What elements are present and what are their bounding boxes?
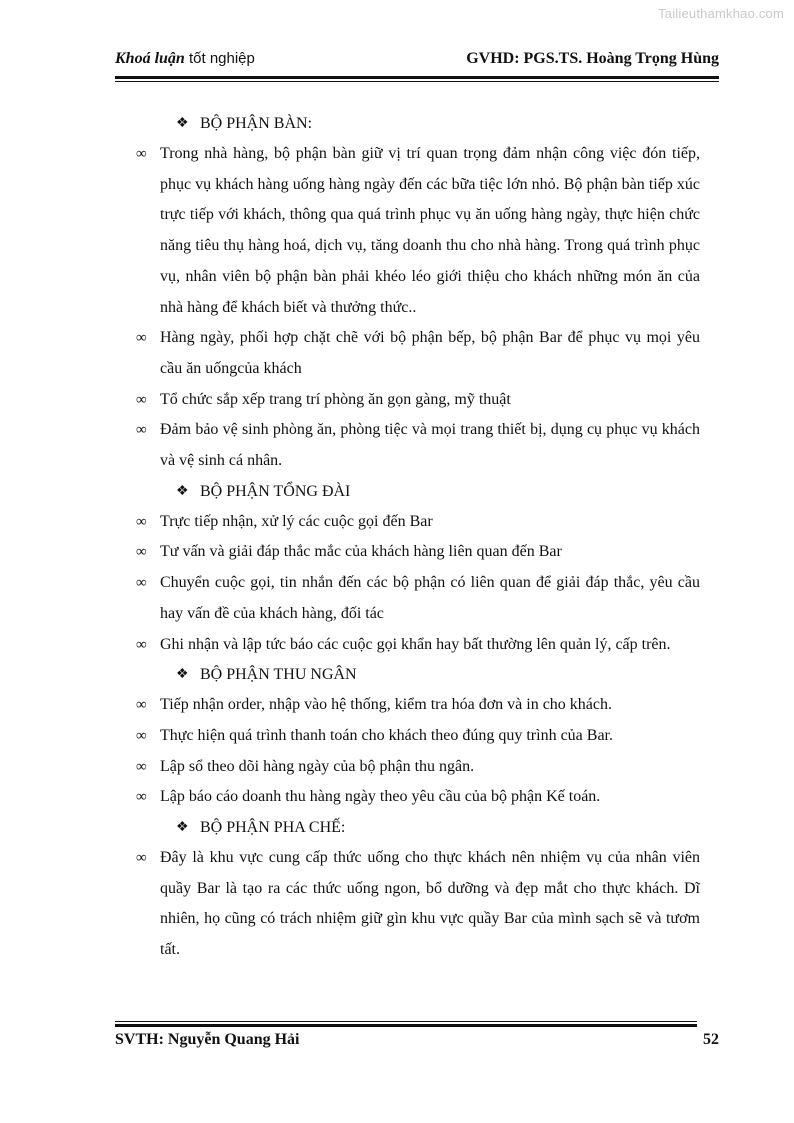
infinity-icon: ∞ (136, 636, 147, 653)
list-item (136, 139, 700, 323)
section-heading-text: BỘ PHẬN PHA CHẾ: (200, 819, 346, 837)
list-item (136, 782, 700, 813)
list-item-text: Trong nhà hàng, bộ phận bàn giữ vị trí quan trọng đảm nhận công việc đón tiếp, phục vụ khách hàng uống hàng ngày đến các bữa tiệc lớn nhỏ. Bộ phận bàn tiếp xúc trực tiếp với khách, thông qua quá trình phục vụ ăn uống hàng ngày, thực hiện chức năng tiêu thụ hàng hoá, dịch vụ, tăng doanh thu cho nhà hàng. Trong quá trình phục vụ, nhân viên bộ phận bàn phải khéo léo giới thiệu cho khách những món ăn của nhà hàng để khách biết và thưởng thức.. (160, 145, 700, 316)
list-item-text: Trực tiếp nhận, xử lý các cuộc gọi đến Bar (160, 512, 433, 530)
header-left (115, 50, 255, 68)
infinity-icon: ∞ (136, 575, 147, 592)
infinity-icon: ∞ (136, 513, 147, 530)
infinity-icon: ∞ (136, 422, 147, 439)
diamond-icon: ❖ (176, 667, 189, 683)
section-heading (136, 813, 700, 843)
page-number: 52 (703, 1031, 719, 1048)
list-item (136, 568, 700, 629)
footer-rule-thick (115, 1024, 697, 1027)
list-item-text: Tổ chức sắp xếp trang trí phòng ăn gọn gàng, mỹ thuật (160, 390, 511, 408)
header-rule-thick (115, 76, 719, 79)
infinity-icon: ∞ (136, 146, 147, 162)
infinity-icon: ∞ (136, 544, 147, 561)
infinity-icon: ∞ (136, 758, 147, 775)
header-advisor: GVHD: PGS.TS. Hoàng Trọng Hùng (466, 50, 719, 67)
page-header (115, 50, 719, 72)
section-heading (136, 660, 700, 690)
list-item (136, 721, 700, 752)
infinity-icon: ∞ (136, 850, 147, 867)
list-item (136, 630, 700, 661)
infinity-icon: ∞ (136, 697, 147, 714)
section-heading-text: BỘ PHẬN TỔNG ĐÀI (200, 482, 351, 500)
list-item-text: Chuyển cuộc gọi, tin nhắn đến các bộ phận có liên quan để giải đáp thắc, yêu cầu hay vấn đề của khách hàng, đối tác (160, 574, 700, 622)
header-rule-thin (115, 81, 719, 82)
infinity-icon: ∞ (136, 727, 147, 744)
infinity-icon: ∞ (136, 789, 147, 806)
list-item-text: Đảm bảo vệ sinh phòng ăn, phòng tiệc và mọi trang thiết bị, dụng cụ phục vụ khách và vệ sinh cá nhân. (160, 421, 700, 470)
diamond-icon: ❖ (176, 483, 189, 499)
list-item-text: Tiếp nhận order, nhập vào hệ thống, kiểm tra hóa đơn và in cho khách. (160, 696, 613, 714)
list-item-text: Tư vấn và giải đáp thắc mắc của khách hàng liên quan đến Bar (160, 543, 562, 561)
header-left-rest: tốt nghiệp (184, 50, 255, 67)
list-item (136, 385, 700, 416)
list-item-text: Ghi nhận và lập tức báo các cuộc gọi khẩn hay bất thường lên quản lý, cấp trên. (160, 635, 671, 653)
document-body (136, 109, 700, 966)
list-item-text: Thực hiện quá trình thanh toán cho khách theo đúng quy trình của Bar. (160, 726, 613, 744)
list-item (136, 415, 700, 476)
list-item-text: Đây là khu vực cung cấp thức uống cho thực khách nên nhiệm vụ của nhân viên quầy Bar là tạo ra các thức uống ngon, bổ dưỡng và đẹp mắt cho thực khách. Dĩ nhiên, họ cũng có trách nhiệm giữ gìn khu vực quầy Bar của mình sạch sẽ và tươm tất. (160, 849, 700, 959)
list-item (136, 690, 700, 721)
section-heading (136, 477, 700, 507)
diamond-icon: ❖ (176, 820, 189, 836)
watermark: Tailieuthamkhao.com (658, 6, 784, 21)
list-item (136, 843, 700, 966)
list-item-text: Lập sổ theo dõi hàng ngày của bộ phận thu ngân. (160, 757, 475, 775)
header-left-italic: Khoá luận (115, 50, 185, 67)
section-heading-text: BỘ PHẬN THU NGÂN (200, 666, 357, 684)
diamond-icon: ❖ (176, 116, 189, 131)
section-heading (136, 109, 700, 139)
footer-rule-thin (115, 1021, 697, 1022)
footer-student: SVTH: Nguyễn Quang Hải (115, 1031, 300, 1048)
list-item (136, 507, 700, 538)
infinity-icon: ∞ (136, 330, 147, 347)
section-heading-text: BỘ PHẬN BÀN: (200, 115, 313, 132)
infinity-icon: ∞ (136, 391, 147, 408)
list-item-text: Hàng ngày, phối hợp chặt chẽ với bộ phận bếp, bộ phận Bar để phục vụ mọi yêu cầu ăn uốngcủa khách (160, 329, 700, 377)
list-item (136, 537, 700, 568)
page-footer (115, 1031, 719, 1053)
list-item (136, 752, 700, 783)
list-item-text: Lập báo cáo doanh thu hàng ngày theo yêu cầu của bộ phận Kế toán. (160, 788, 601, 806)
list-item (136, 323, 700, 384)
